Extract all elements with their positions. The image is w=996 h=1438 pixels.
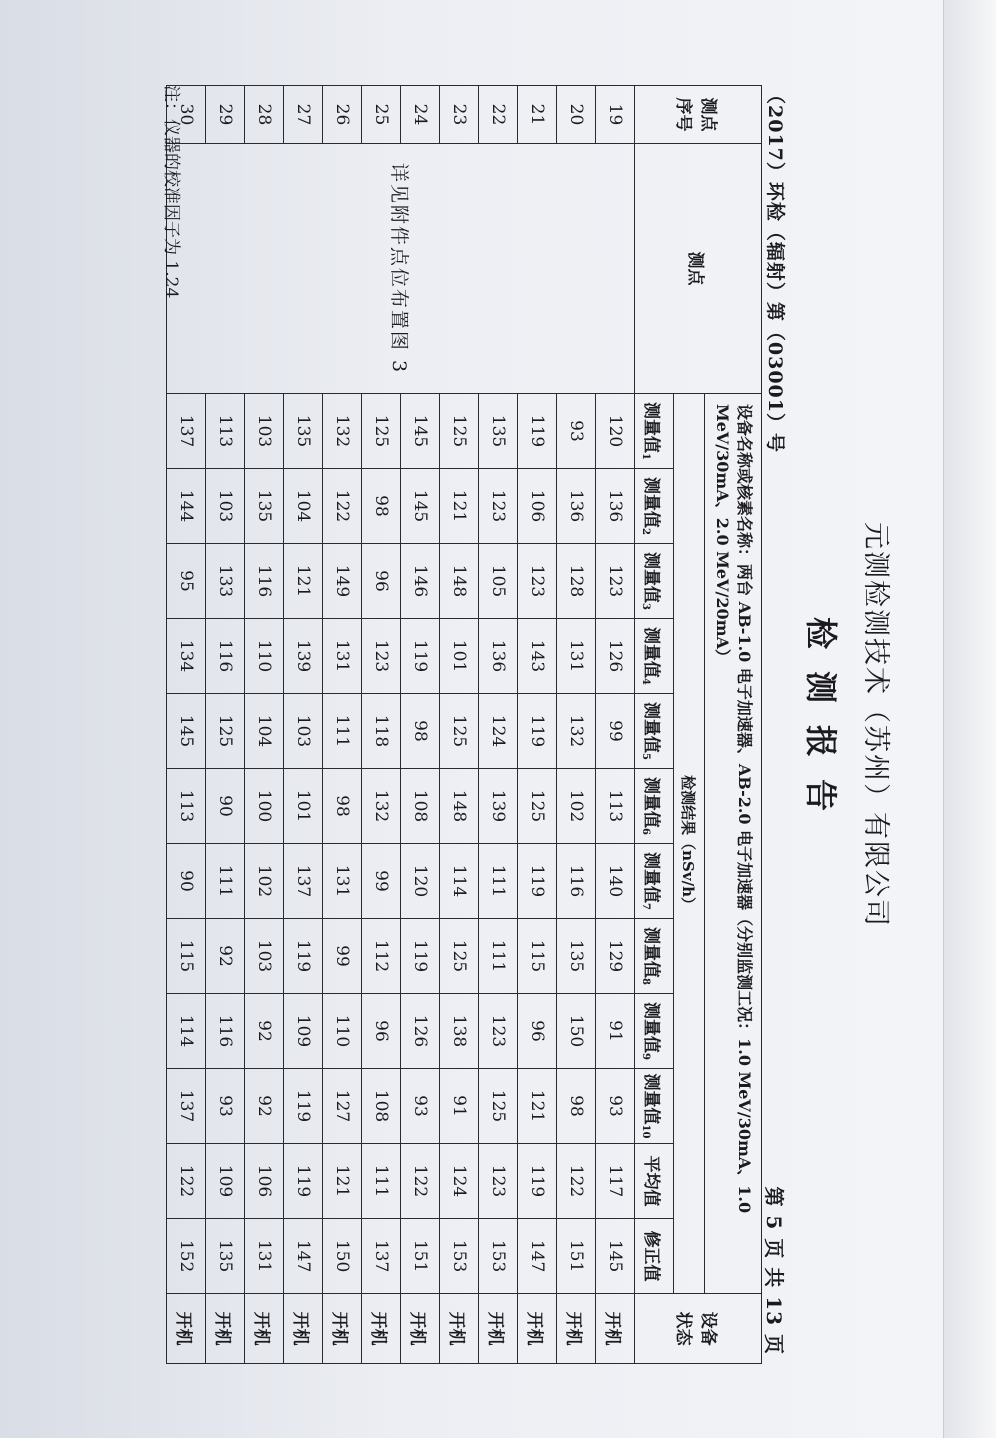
measure-value: 101 [440,619,479,694]
measure-value: 132 [323,394,362,469]
measure-value: 103 [206,469,245,544]
measure-value: 125 [440,919,479,994]
measure-value: 145 [401,469,440,544]
measure-value: 116 [206,994,245,1069]
measure-value: 104 [245,694,284,769]
measure-value: 139 [479,769,518,844]
corrected-value: 152 [167,1219,206,1294]
measure-value: 115 [167,919,206,994]
measure-value: 126 [401,994,440,1069]
page-edge [943,0,996,1438]
measure-value: 110 [245,619,284,694]
measure-value: 116 [245,544,284,619]
measure-value: 95 [167,544,206,619]
result-header: 检测结果（nSv/h） [674,394,705,1294]
corrected-value: 151 [557,1219,596,1294]
point-number: 21 [518,86,557,144]
measure-value: 119 [518,844,557,919]
measure-value: 137 [167,1069,206,1144]
measure-value: 98 [323,769,362,844]
measure-value: 144 [167,469,206,544]
average-value: 121 [323,1144,362,1219]
measure-value: 92 [206,919,245,994]
header-measure-4: 测量值4 [635,619,674,694]
point-number: 19 [596,86,635,144]
point-number: 25 [362,86,401,144]
point-number: 20 [557,86,596,144]
measure-value: 108 [362,1069,401,1144]
point-number: 27 [284,86,323,144]
measure-value: 91 [596,994,635,1069]
measure-value: 114 [167,994,206,1069]
measure-value: 125 [518,769,557,844]
corrected-value: 135 [206,1219,245,1294]
measure-value: 111 [323,694,362,769]
measure-value: 109 [284,994,323,1069]
measure-value: 120 [596,394,635,469]
corrected-value: 137 [362,1219,401,1294]
measure-value: 122 [323,469,362,544]
measure-value: 125 [440,694,479,769]
header-measure-1: 测量值1 [635,394,674,469]
location-reference: 详见附件点位布置图 3 [167,144,635,394]
measure-value: 98 [557,1069,596,1144]
average-value: 123 [479,1144,518,1219]
header-average: 平均值 [635,1144,674,1219]
device-info: 设备名称或核素名称：两台 AB-1.0 电子加速器、AB-2.0 电子加速器（分别监测工况：1.0 MeV/30mA、1.0 MeV/30mA、2.0 MeV/20mA） [705,394,762,1294]
header-corrected: 修正值 [635,1219,674,1294]
measure-value: 135 [557,919,596,994]
average-value: 119 [518,1144,557,1219]
measure-value: 125 [479,1069,518,1144]
measure-value: 116 [557,844,596,919]
measure-value: 126 [596,619,635,694]
corrected-value: 153 [479,1219,518,1294]
measure-value: 103 [245,394,284,469]
measure-value: 119 [284,1069,323,1144]
device-status: 开机 [557,1294,596,1364]
report-title: 检测报告 [802,616,840,833]
device-status: 开机 [167,1294,206,1364]
measure-value: 148 [440,769,479,844]
footnote: 注：仪器的校准因子为 1.24 [161,85,181,299]
measure-value: 137 [284,844,323,919]
measure-value: 121 [518,1069,557,1144]
measure-value: 135 [284,394,323,469]
measure-value: 146 [401,544,440,619]
device-status: 开机 [206,1294,245,1364]
measure-value: 114 [440,844,479,919]
average-value: 119 [284,1144,323,1219]
table-row [596,86,635,1364]
corrected-value: 131 [245,1219,284,1294]
corrected-value: 147 [284,1219,323,1294]
measure-value: 131 [323,619,362,694]
measure-value: 92 [245,994,284,1069]
measure-value: 133 [206,544,245,619]
measure-value: 134 [167,619,206,694]
measure-value: 103 [284,694,323,769]
header-point: 测点 [635,144,762,394]
measure-value: 125 [440,394,479,469]
measure-value: 119 [401,619,440,694]
page-number: 第 5 页 共 13 页 [762,1186,786,1355]
measure-value: 137 [167,394,206,469]
measure-value: 131 [557,619,596,694]
measure-value: 123 [479,469,518,544]
measure-value: 123 [596,544,635,619]
device-status: 开机 [401,1294,440,1364]
report-sheet [60,55,920,1395]
measure-value: 119 [518,394,557,469]
point-number: 23 [440,86,479,144]
point-number: 22 [479,86,518,144]
average-value: 106 [245,1144,284,1219]
corrected-value: 151 [401,1219,440,1294]
report-number: （2017）环检（辐射）第（03001）号 [764,85,786,453]
measure-value: 127 [323,1069,362,1144]
measure-value: 99 [362,844,401,919]
measure-value: 112 [362,919,401,994]
measure-value: 93 [596,1069,635,1144]
header-measure-5: 测量值5 [635,694,674,769]
measure-value: 121 [440,469,479,544]
measure-value: 101 [284,769,323,844]
company-name: 元测检测技术（苏州）有限公司 [860,522,891,928]
measure-value: 145 [401,394,440,469]
measure-value: 132 [557,694,596,769]
measure-value: 128 [557,544,596,619]
measure-value: 123 [479,994,518,1069]
measure-value: 96 [518,994,557,1069]
device-status: 开机 [362,1294,401,1364]
measure-value: 138 [440,994,479,1069]
measure-value: 90 [167,844,206,919]
measure-value: 136 [479,619,518,694]
header-measure-6: 测量值6 [635,769,674,844]
measure-value: 96 [362,544,401,619]
measure-value: 119 [284,919,323,994]
measure-value: 150 [557,994,596,1069]
corrected-value: 153 [440,1219,479,1294]
measure-value: 108 [401,769,440,844]
measure-value: 98 [401,694,440,769]
measure-value: 125 [206,694,245,769]
device-status: 开机 [284,1294,323,1364]
average-value: 122 [401,1144,440,1219]
measure-value: 123 [518,544,557,619]
measure-value: 104 [284,469,323,544]
header-status: 设备 状态 [635,1294,762,1364]
device-status: 开机 [245,1294,284,1364]
measure-value: 113 [167,769,206,844]
measure-value: 98 [362,469,401,544]
measure-value: 102 [245,844,284,919]
measurement-table [166,85,762,1364]
measure-value: 131 [323,844,362,919]
average-value: 122 [167,1144,206,1219]
header-measure-9: 测量值9 [635,994,674,1069]
measure-value: 103 [245,919,284,994]
measure-value: 132 [362,769,401,844]
measure-value: 111 [479,844,518,919]
measure-value: 102 [557,769,596,844]
measure-value: 96 [362,994,401,1069]
measure-value: 100 [245,769,284,844]
measure-value: 93 [206,1069,245,1144]
measure-value: 111 [479,919,518,994]
point-number: 28 [245,86,284,144]
measure-value: 149 [323,544,362,619]
measure-value: 136 [557,469,596,544]
header-measure-10: 测量值10 [635,1069,674,1144]
device-status: 开机 [479,1294,518,1364]
average-value: 111 [362,1144,401,1219]
measure-value: 140 [596,844,635,919]
measure-value: 121 [284,544,323,619]
point-number: 29 [206,86,245,144]
measure-value: 118 [362,694,401,769]
average-value: 124 [440,1144,479,1219]
point-number: 26 [323,86,362,144]
measure-value: 136 [596,469,635,544]
measure-value: 110 [323,994,362,1069]
measure-value: 120 [401,844,440,919]
measure-value: 119 [518,694,557,769]
measure-value: 119 [401,919,440,994]
corrected-value: 150 [323,1219,362,1294]
header-measure-2: 测量值2 [635,469,674,544]
measure-value: 143 [518,619,557,694]
point-number: 30 [167,86,206,144]
header-measure-7: 测量值7 [635,844,674,919]
measure-value: 99 [323,919,362,994]
point-number: 24 [401,86,440,144]
measure-value: 93 [557,394,596,469]
header-measure-8: 测量值8 [635,919,674,994]
measure-value: 106 [518,469,557,544]
measure-value: 105 [479,544,518,619]
measure-value: 116 [206,619,245,694]
device-status: 开机 [596,1294,635,1364]
measure-value: 125 [362,394,401,469]
measure-value: 145 [167,694,206,769]
measure-value: 129 [596,919,635,994]
average-value: 117 [596,1144,635,1219]
measure-value: 113 [596,769,635,844]
measure-value: 135 [245,469,284,544]
measure-value: 115 [518,919,557,994]
measure-value: 113 [206,394,245,469]
device-status: 开机 [323,1294,362,1364]
device-status: 开机 [440,1294,479,1364]
measure-value: 135 [479,394,518,469]
measure-value: 124 [479,694,518,769]
measure-value: 111 [206,844,245,919]
measure-value: 99 [596,694,635,769]
header-point-no: 测点 序号 [635,86,762,144]
measure-value: 90 [206,769,245,844]
corrected-value: 147 [518,1219,557,1294]
header-measure-3: 测量值3 [635,544,674,619]
measure-value: 92 [245,1069,284,1144]
measure-value: 123 [362,619,401,694]
measure-value: 139 [284,619,323,694]
average-value: 122 [557,1144,596,1219]
device-status: 开机 [518,1294,557,1364]
average-value: 109 [206,1144,245,1219]
measure-value: 148 [440,544,479,619]
measure-value: 91 [440,1069,479,1144]
corrected-value: 145 [596,1219,635,1294]
measure-value: 93 [401,1069,440,1144]
